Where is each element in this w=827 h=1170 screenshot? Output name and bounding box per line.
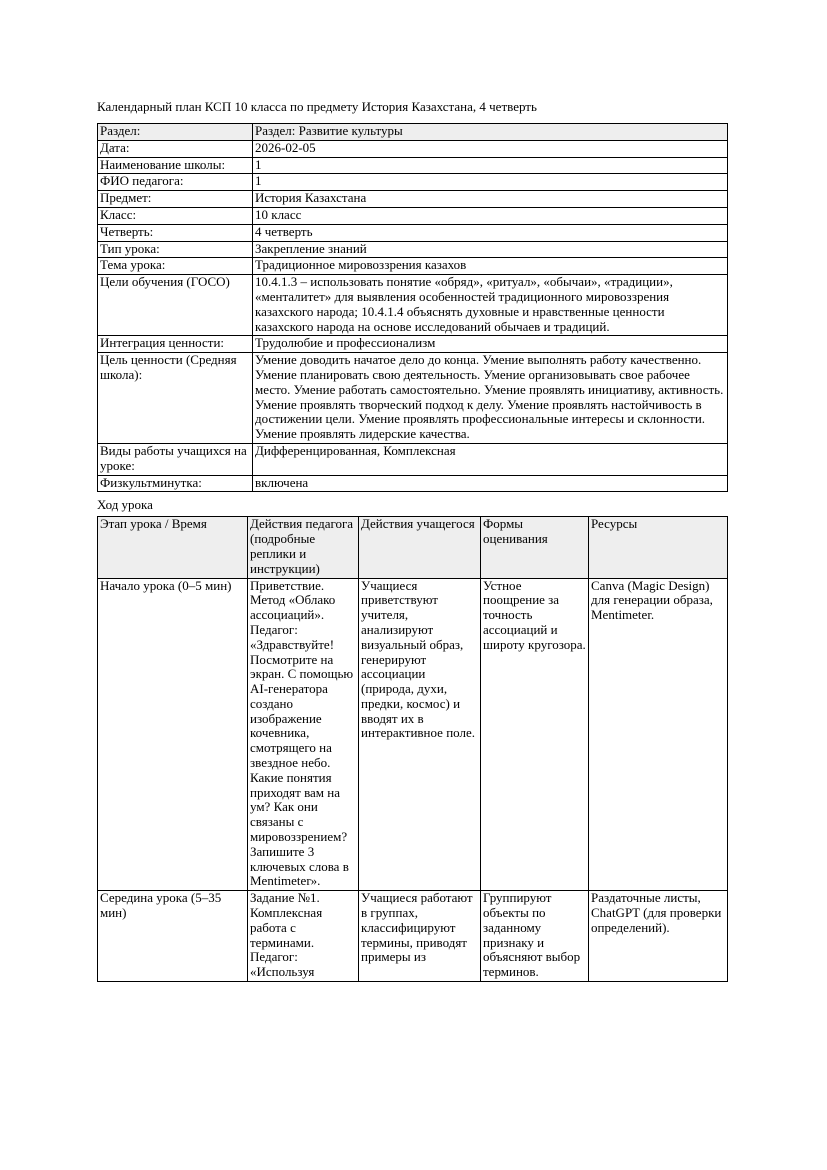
column-header-stage: Этап урока / Время — [98, 517, 248, 578]
teacher-actions-cell: Приветствие. Метод «Облако ассоциаций». Педагог: «Здравствуйте! Посмотрите на экран. С помощью AI-генератора создано изображение кочевника, смотрящего на звездное небо. Какие понятия приходят вам на ум? Как они связаны с мировоззрением? Запишите 3 ключевых слова в Mentimeter». — [248, 578, 359, 891]
row-label: Тема урока: — [98, 258, 253, 275]
teacher-actions-cell: Задание №1. Комплексная работа с терминами. Педагог: «Используя — [248, 891, 359, 982]
row-label: Интеграция ценности: — [98, 336, 253, 353]
row-label: Виды работы учащихся на уроке: — [98, 443, 253, 475]
stage-cell: Начало урока (0–5 мин) — [98, 578, 248, 891]
row-label: Цель ценности (Средняя школа): — [98, 353, 253, 444]
row-label: Наименование школы: — [98, 157, 253, 174]
row-label: ФИО педагога: — [98, 174, 253, 191]
table-row — [98, 336, 728, 353]
row-value: 10.4.1.3 – использовать понятие «обряд», «ритуал», «обычаи», «традиции», «менталитет» для выявления особенностей традиционного мировоззрения казахского народа; 10.4.1.4 объяснять духовные и нравственные ценности казахского народа на основе исследований обычаев и традиций. — [253, 275, 728, 336]
table-row — [98, 891, 728, 982]
row-value: Традиционное мировоззрения казахов — [253, 258, 728, 275]
row-value: Трудолюбие и профессионализм — [253, 336, 728, 353]
student-actions-cell: Учащиеся приветствуют учителя, анализируют визуальный образ, генерируют ассоциации (природа, духи, предки, космос) и вводят их в интерактивное поле. — [359, 578, 481, 891]
table-row — [98, 275, 728, 336]
table-row — [98, 353, 728, 444]
document-title: Календарный план КСП 10 класса по предмету История Казахстана, 4 четверть — [97, 99, 537, 114]
row-value: 1 — [253, 174, 728, 191]
table-row — [98, 224, 728, 241]
lesson-stages-table — [97, 516, 728, 982]
table-row — [98, 241, 728, 258]
table-row — [98, 207, 728, 224]
table-row — [98, 443, 728, 475]
table-row — [98, 157, 728, 174]
column-header-assessment: Формы оценивания — [481, 517, 589, 578]
row-label: Класс: — [98, 207, 253, 224]
row-label: Физкультминутка: — [98, 475, 253, 492]
row-label: Тип урока: — [98, 241, 253, 258]
table-row — [98, 578, 728, 891]
resources-cell: Canva (Magic Design) для генерации образа, Mentimeter. — [589, 578, 728, 891]
stage-cell: Середина урока (5–35 мин) — [98, 891, 248, 982]
row-label: Четверть: — [98, 224, 253, 241]
row-label: Предмет: — [98, 191, 253, 208]
table-header-row — [98, 517, 728, 578]
table-row — [98, 140, 728, 157]
document-content — [97, 99, 727, 982]
table-row — [98, 475, 728, 492]
row-label: Раздел: — [98, 124, 253, 141]
row-value: История Казахстана — [253, 191, 728, 208]
row-value: включена — [253, 475, 728, 492]
row-label: Цели обучения (ГОСО) — [98, 275, 253, 336]
table-row — [98, 124, 728, 141]
column-header-student-actions: Действия учащегося — [359, 517, 481, 578]
row-value: 4 четверть — [253, 224, 728, 241]
column-header-teacher-actions: Действия педагога (подробные реплики и инструкции) — [248, 517, 359, 578]
lesson-info-table — [97, 123, 728, 492]
table-row — [98, 174, 728, 191]
assessment-cell: Устное поощрение за точность ассоциаций и широту кругозора. — [481, 578, 589, 891]
row-value: 10 класс — [253, 207, 728, 224]
resources-cell: Раздаточные листы, ChatGPT (для проверки определений). — [589, 891, 728, 982]
row-value: Умение доводить начатое дело до конца. Умение выполнять работу качественно. Умение планировать свою деятельность. Умение организовывать свое рабочее место. Умение работать самостоятельно. Умение проявлять инициативу, активность. Умение проявлять творческий подход к делу. Умение проявлять настойчивость в достижении цели. Умение проявлять профессиональные интересы и склонности. Умение проявлять лидерские качества. — [253, 353, 728, 444]
lesson-flow-heading: Ход урока — [97, 497, 153, 513]
assessment-cell: Группируют объекты по заданному признаку и объясняют выбор терминов. — [481, 891, 589, 982]
table-row — [98, 258, 728, 275]
row-value: 2026-02-05 — [253, 140, 728, 157]
row-label: Дата: — [98, 140, 253, 157]
row-value: Дифференцированная, Комплексная — [253, 443, 728, 475]
row-value: Раздел: Развитие культуры — [253, 124, 728, 141]
table-row — [98, 191, 728, 208]
row-value: Закрепление знаний — [253, 241, 728, 258]
student-actions-cell: Учащиеся работают в группах, классифицируют термины, приводят примеры из — [359, 891, 481, 982]
row-value: 1 — [253, 157, 728, 174]
column-header-resources: Ресурсы — [589, 517, 728, 578]
